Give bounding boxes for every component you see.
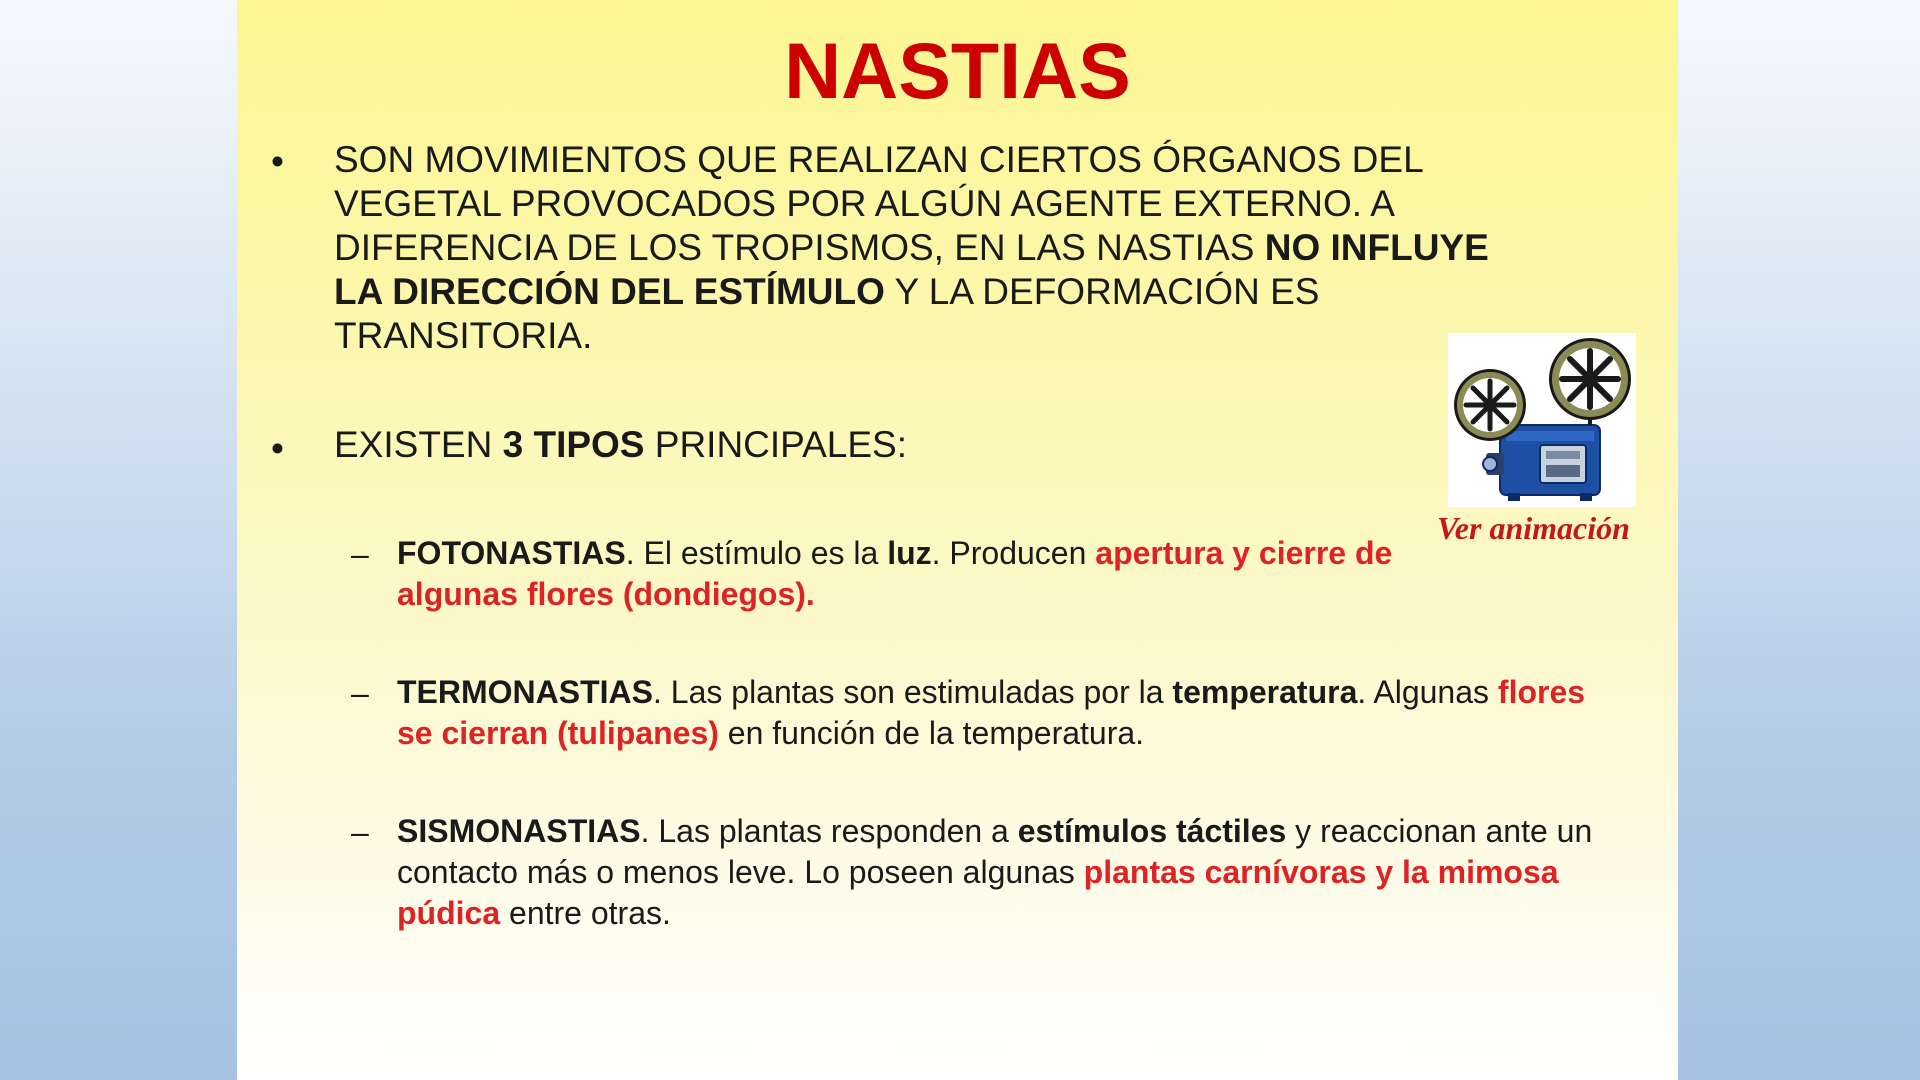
bullet-marker: • [271,428,284,469]
dash-marker: – [351,814,369,850]
type-example: apertura y cierre de algunas flores (dondiegos). [397,535,1393,612]
types-intro-bold: 3 TIPOS [502,424,645,465]
type-name: FOTONASTIAS [397,535,626,571]
types-intro [334,423,907,467]
dash-marker: – [351,675,369,711]
slide-title: NASTIAS [784,26,1131,115]
type-keyword: luz [887,535,932,571]
film-projector-icon[interactable] [1448,333,1636,507]
definition-line-4-text: Y LA DEFORMACIÓN ES [884,271,1320,312]
type-keyword: temperatura [1172,674,1358,710]
film-reel-icon [1549,338,1631,420]
definition-line-2: VEGETAL PROVOCADOS POR ALGÚN AGENTE EXTERNO. A [334,183,1395,224]
type-name: SISMONASTIAS [397,813,641,849]
type-text: . Las plantas responden a [640,813,1018,849]
type-text: . Producen [931,535,1096,571]
type-fotonastias [397,533,1447,615]
type-example: plantas carnívoras y la mimosa púdica [397,854,1559,931]
type-text: entre otras. [500,895,671,931]
type-text: y reaccionan ante un contacto más o menos leve. Lo poseen algunas [397,813,1593,890]
definition-line-3-text: DIFERENCIA DE LOS TROPISMOS, EN LAS NASTIAS [334,227,1265,268]
type-sismonastias [397,811,1627,934]
type-example: flores se cierran (tulipanes) [397,674,1586,751]
type-keyword: estímulos táctiles [1017,813,1287,849]
definition-line-3 [334,226,1634,270]
bullet-marker: • [271,141,284,182]
definition-line-1: SON MOVIMIENTOS QUE REALIZAN CIERTOS ÓRGANOS DEL [334,139,1424,180]
slide [237,0,1678,1080]
definition-line-4 [334,270,1634,314]
definition-paragraph [334,138,1634,358]
type-name: TERMONASTIAS [397,674,653,710]
definition-line-5: TRANSITORIA. [334,315,593,356]
film-reel-icon [1454,369,1526,441]
type-termonastias [397,672,1627,754]
view-animation-link[interactable]: Ver animación [1437,510,1630,546]
type-text: . Las plantas son estimuladas por la [653,674,1173,710]
type-text: . El estímulo es la [625,535,888,571]
dash-marker: – [351,536,369,572]
definition-emphasis-2: LA DIRECCIÓN DEL ESTÍMULO [334,271,885,312]
definition-emphasis-1: NO INFLUYE [1264,227,1489,268]
type-text: en función de la temperatura. [718,715,1145,751]
film-projector-icon [1448,333,1636,507]
types-intro-rest: PRINCIPALES: [644,424,908,465]
types-intro-start: EXISTEN [334,424,503,465]
type-text: . Algunas [1357,674,1498,710]
